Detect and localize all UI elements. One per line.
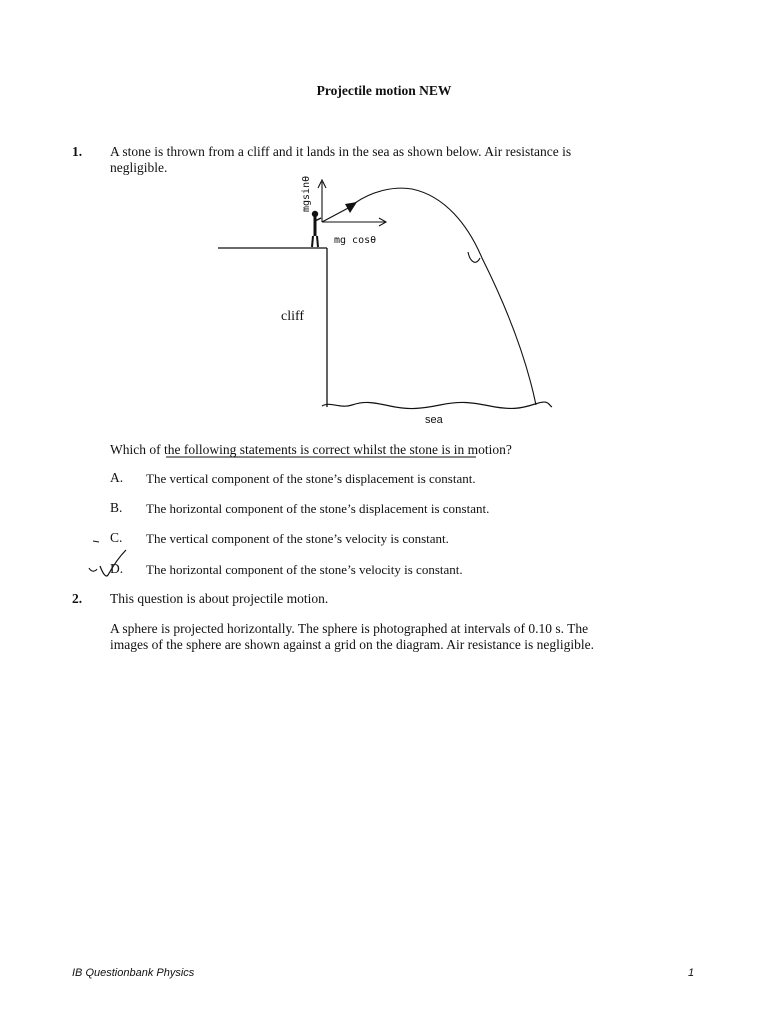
option-c-letter: C. bbox=[110, 530, 123, 545]
question-1-stem: A stone is thrown from a cliff and it lands in the sea as shown below. Air resistance is negligible. bbox=[110, 144, 572, 175]
mark-option-d-dash bbox=[89, 568, 97, 571]
annotation-vertical-label: mgsinθ bbox=[301, 175, 312, 212]
sea-label: sea bbox=[425, 414, 443, 426]
thrower-figure bbox=[312, 211, 321, 247]
footer-source: IB Questionbank Physics bbox=[72, 967, 195, 979]
annotation-horizontal-label: mg cosθ bbox=[334, 235, 377, 246]
footer-page-number: 1 bbox=[688, 967, 695, 979]
option-b-text: The horizontal component of the stone’s displacement is constant. bbox=[146, 501, 490, 516]
trajectory-curve bbox=[355, 188, 536, 405]
option-d-text: The horizontal component of the stone’s velocity is constant. bbox=[146, 562, 463, 577]
option-a-text: The vertical component of the stone’s displacement is constant. bbox=[146, 471, 476, 486]
option-d-letter: D. bbox=[110, 561, 124, 576]
question-2-number: 2. bbox=[72, 591, 83, 606]
trajectory-tick-mark bbox=[468, 252, 480, 262]
mark-option-c bbox=[93, 541, 99, 542]
cliff-label: cliff bbox=[281, 309, 305, 324]
sea-line bbox=[322, 402, 552, 408]
option-b-letter: B. bbox=[110, 500, 123, 515]
question-1-number: 1. bbox=[72, 144, 83, 159]
question-2-body: A sphere is projected horizontally. The sphere is photographed at intervals of 0.10 s. The images of the sphere are shown against a grid on the diagram. Air resistance is negligible. bbox=[110, 621, 594, 652]
question-1-prompt: Which of the following statements is correct whilst the stone is in motion? bbox=[110, 442, 512, 457]
question-2-intro: This question is about projectile motion. bbox=[110, 591, 329, 606]
option-a-letter: A. bbox=[110, 470, 124, 485]
page-title: Projectile motion NEW bbox=[316, 83, 452, 98]
option-c-text: The vertical component of the stone’s velocity is constant. bbox=[146, 531, 449, 546]
